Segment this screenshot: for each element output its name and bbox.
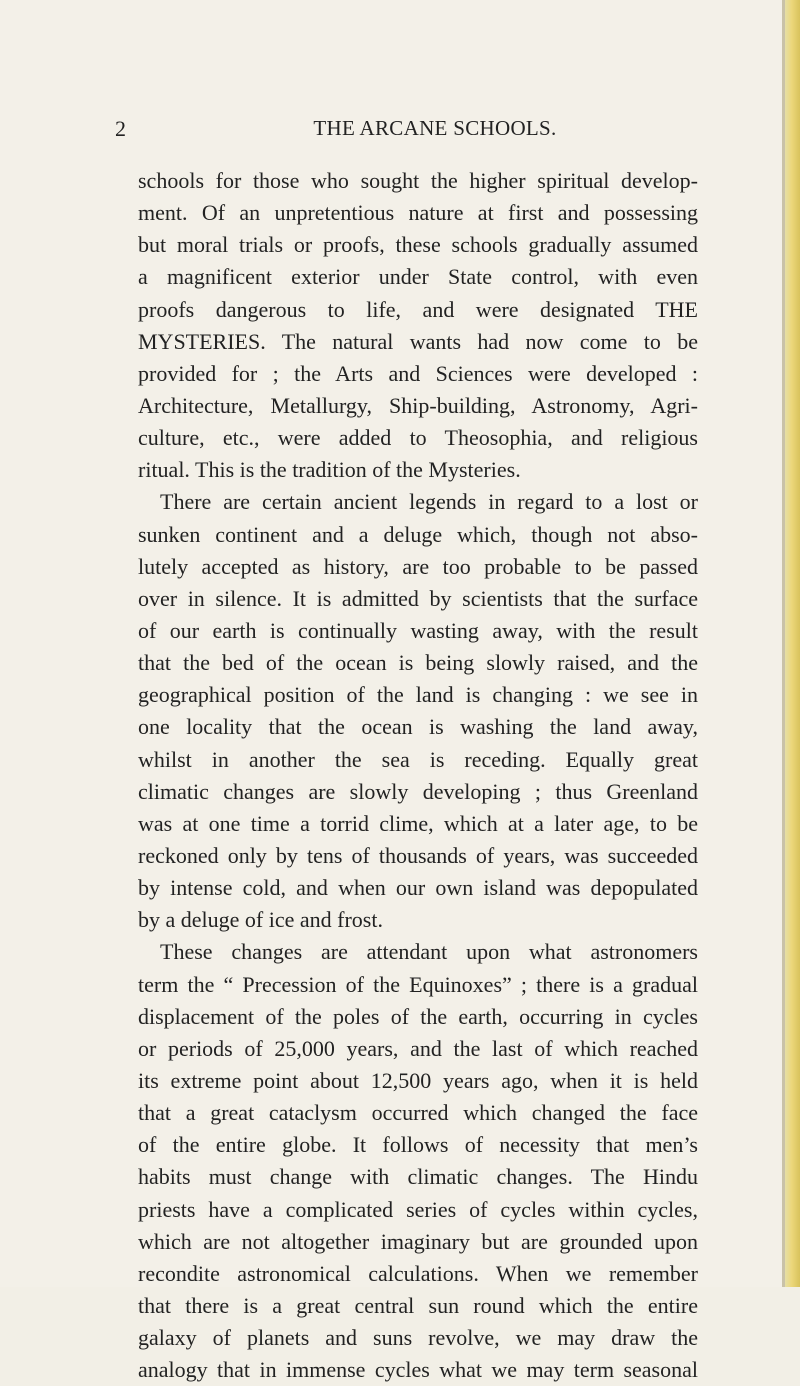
text-line: proofs dangerous to life, and were designated THE	[138, 296, 698, 322]
text-line: by intense cold, and when our own island was depopulated	[138, 875, 698, 901]
text-line: that there is a great central sun round which the entire	[138, 1292, 698, 1318]
text-line: which are not altogether imaginary but are grounded upon	[138, 1228, 698, 1254]
text-line: term the “ Precession of the Equinoxes” ; there is a gradual	[138, 971, 698, 997]
text-line: one locality that the ocean is washing the land away,	[138, 714, 698, 740]
text-line: culture, etc., were added to Theosophia, and religious	[138, 425, 698, 451]
text-line: geographical position of the land is changing : we see in	[138, 682, 698, 708]
text-line: a magnificent exterior under State control, with even	[138, 264, 698, 290]
text-line: but moral trials or proofs, these schools gradually assumed	[138, 232, 698, 258]
text-line: There are certain ancient legends in regard to a lost or	[160, 489, 698, 515]
text-line: These changes are attendant upon what astronomers	[160, 939, 698, 965]
text-line: reckoned only by tens of thousands of years, was succeeded	[138, 842, 698, 868]
page-number: 2	[115, 116, 126, 141]
text-line: recondite astronomical calculations. When we remember	[138, 1260, 698, 1286]
text-line: of our earth is continually wasting away, with the result	[138, 617, 698, 643]
page-header	[115, 116, 715, 142]
text-line: displacement of the poles of the earth, occurring in cycles	[138, 1003, 698, 1029]
book-edge	[785, 0, 800, 1287]
text-line: schools for those who sought the higher spiritual develop-	[138, 168, 698, 193]
text-line: lutely accepted as history, are too probable to be passed	[138, 553, 698, 579]
text-line: climatic changes are slowly developing ; thus Greenland	[138, 778, 698, 804]
text-line: ritual. This is the tradition of the Mysteries.	[138, 457, 521, 483]
running-title: THE ARCANE SCHOOLS.	[313, 116, 557, 140]
text-line: Architecture, Metallurgy, Ship-building, Astronomy, Agri-	[138, 392, 698, 418]
text-line: galaxy of planets and suns revolve, we may draw the	[138, 1325, 698, 1351]
text-line: by a deluge of ice and frost.	[138, 907, 383, 933]
body-text	[138, 165, 698, 1386]
text-line: of the entire globe. It follows of necessity that men’s	[138, 1132, 698, 1158]
text-line: its extreme point about 12,500 years ago, when it is held	[138, 1067, 698, 1093]
text-line: over in silence. It is admitted by scientists that the surface	[138, 585, 698, 611]
text-line: habits must change with climatic changes. The Hindu	[138, 1164, 698, 1190]
text-line: or periods of 25,000 years, and the last of which reached	[138, 1035, 698, 1061]
text-line: ment. Of an unpretentious nature at first and possessing	[138, 200, 698, 226]
text-line: was at one time a torrid clime, which at a later age, to be	[138, 810, 698, 836]
text-line: MYSTERIES. The natural wants had now come to be	[138, 328, 698, 354]
text-line: sunken continent and a deluge which, though not abso-	[138, 521, 698, 547]
text-line: provided for ; the Arts and Sciences were developed :	[138, 360, 698, 386]
text-line: that the bed of the ocean is being slowly raised, and the	[138, 650, 698, 676]
text-line: priests have a complicated series of cycles within cycles,	[138, 1196, 698, 1222]
text-line: analogy that in immense cycles what we may term seasonal	[138, 1357, 698, 1383]
text-line: whilst in another the sea is receding. Equally great	[138, 746, 698, 772]
text-line: that a great cataclysm occurred which changed the face	[138, 1100, 698, 1126]
